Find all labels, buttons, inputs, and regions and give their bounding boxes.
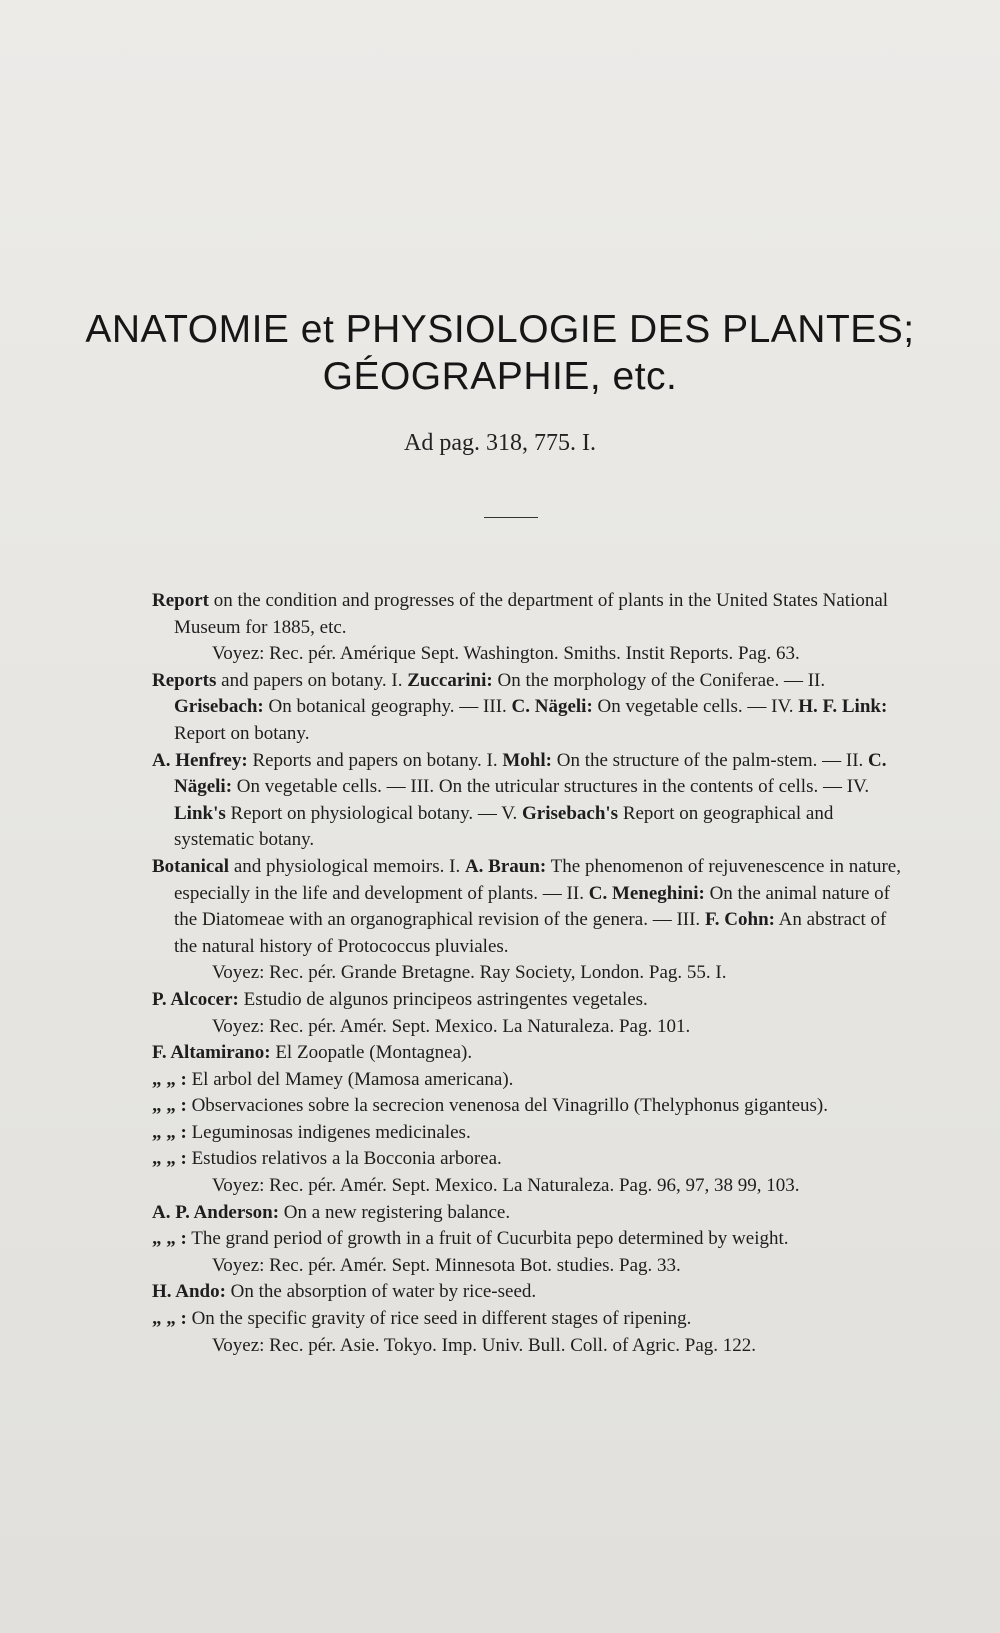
entry-text: and papers on botany. I.: [216, 669, 408, 691]
author-name: F. Cohn:: [704, 909, 775, 931]
entry-text: An abstract of the natural history of Protococcus pluviales.: [174, 909, 887, 957]
voyez-reference: Voyez: Rec. pér. Asie. Tokyo. Imp. Univ. Bull. Coll. of Agric. Pag. 122.: [212, 1334, 757, 1356]
entry-text: On the structure of the palm-stem. — II.: [551, 749, 869, 771]
page-title-line-2: GÉOGRAPHIE, etc.: [322, 355, 678, 398]
entry-text: The grand period of growth in a fruit of Cucurbita pepo determined by weight.: [186, 1228, 789, 1250]
page-subtitle: Ad pag. 318, 775. I.: [404, 430, 596, 456]
author-name: Report: [152, 590, 209, 611]
author-name: C. Meneghini:: [588, 882, 705, 904]
author-name: Mohl:: [502, 749, 552, 771]
bib-entry-alcocer: [152, 987, 912, 1014]
entry-text: Leguminosas indigenes medicinales.: [186, 1121, 471, 1143]
voyez-reference: Voyez: Rec. pér. Amér. Sept. Minnesota Bot. studies. Pag. 33.: [212, 1254, 681, 1276]
entry-text: Reports and papers on botany. I.: [247, 749, 503, 771]
voyez-reference: Voyez: Rec. pér. Grande Bretagne. Ray Society, London. Pag. 55. I.: [212, 962, 727, 984]
ditto-mark: „ „ :: [152, 1068, 187, 1090]
entry-text: Report on geographical and systematic botany.: [174, 802, 834, 851]
bib-entry-ditto: [152, 1093, 912, 1120]
ditto-mark: „ „ :: [152, 1148, 187, 1170]
ditto-mark: „ „ :: [152, 1121, 187, 1143]
entry-text: Observaciones sobre la secrecion venenosa del Vinagrillo (Thelyphonus giganteus).: [186, 1095, 828, 1117]
author-name: A. P. Anderson:: [152, 1201, 280, 1223]
divider-rule: [484, 517, 538, 518]
entry-text: The phenomenon of rejuvenescence in nature, especially in the life and development of plants. — II.: [174, 855, 901, 904]
entry-text: On a new registering balance.: [279, 1201, 511, 1223]
bib-entry-ditto: [152, 1226, 912, 1253]
author-name: Reports: [152, 669, 217, 691]
entry-text: On the morphology of the Coniferae. — II.: [492, 669, 826, 691]
entry-text: On vegetable cells. — IV.: [592, 696, 799, 718]
ditto-mark: „ „ :: [152, 1228, 187, 1250]
bib-entry-reports: [152, 668, 912, 748]
ditto-mark: „ „ :: [152, 1095, 187, 1117]
author-name: C. Nägeli:: [174, 749, 887, 798]
bibliography-list: [152, 588, 912, 1359]
voyez-reference: Voyez: Rec. pér. Amérique Sept. Washington. Smiths. Instit Reports. Pag. 63.: [212, 643, 800, 665]
bib-entry-ando: [152, 1279, 912, 1306]
page-title-line-1: ANATOMIE et PHYSIOLOGIE DES PLANTES;: [85, 308, 915, 351]
bib-entry-henfrey: [152, 748, 912, 854]
entry-text: on the condition and progresses of the department of plants in the United States National Museum for 1885, etc.: [174, 590, 889, 638]
voyez-reference: Voyez: Rec. pér. Amér. Sept. Mexico. La Naturaleza. Pag. 101.: [212, 1015, 691, 1037]
entry-text: Report on physiological botany. — V.: [225, 802, 523, 824]
entry-text: Report on botany.: [174, 722, 310, 744]
entry-text: Estudio de algunos principeos astringentes vegetales.: [238, 988, 648, 1010]
bib-entry-ditto: [152, 1120, 912, 1147]
entry-text: On the absorption of water by rice-seed.: [225, 1281, 537, 1303]
entry-text: El Zoopatle (Montagnea).: [270, 1042, 473, 1064]
bib-entry-ditto: [152, 1146, 912, 1173]
bib-entry-botanical: [152, 854, 912, 960]
author-name: H. F. Link:: [798, 696, 888, 718]
author-name: Botanical: [152, 855, 230, 877]
ditto-mark: „ „ :: [152, 1308, 187, 1330]
author-name: A. Henfrey:: [152, 749, 248, 771]
author-name: P. Alcocer:: [152, 988, 239, 1010]
author-name: H. Ando:: [152, 1281, 226, 1303]
author-name: Zuccarini:: [407, 669, 493, 691]
entry-text: On the specific gravity of rice seed in different stages of ripening.: [186, 1308, 692, 1330]
bib-entry-ditto: [152, 1067, 912, 1094]
entry-text: On the animal nature of the Diatomeae with an organographical revision of the genera. — III.: [174, 882, 891, 931]
author-name: Link's: [174, 802, 226, 824]
entry-text: and physiological memoirs. I.: [229, 855, 465, 877]
bib-entry-anderson: [152, 1200, 912, 1227]
author-name: Grisebach:: [174, 696, 264, 718]
entry-text: On botanical geography. — III.: [263, 696, 512, 718]
bib-entry-altamirano: [152, 1040, 912, 1067]
author-name: Grisebach's: [522, 802, 619, 824]
bib-entry-report: [152, 588, 912, 641]
voyez-reference: Voyez: Rec. pér. Amér. Sept. Mexico. La Naturaleza. Pag. 96, 97, 38 99, 103.: [212, 1175, 800, 1197]
bib-entry-ditto: [152, 1306, 912, 1333]
entry-text: El arbol del Mamey (Mamosa americana).: [186, 1068, 514, 1090]
entry-text: On vegetable cells. — III. On the utricular structures in the contents of cells. — IV.: [232, 776, 870, 798]
author-name: C. Nägeli:: [511, 696, 593, 718]
author-name: F. Altamirano:: [152, 1042, 271, 1064]
author-name: A. Braun:: [464, 855, 547, 877]
entry-text: Estudios relativos a la Bocconia arborea.: [186, 1148, 502, 1170]
